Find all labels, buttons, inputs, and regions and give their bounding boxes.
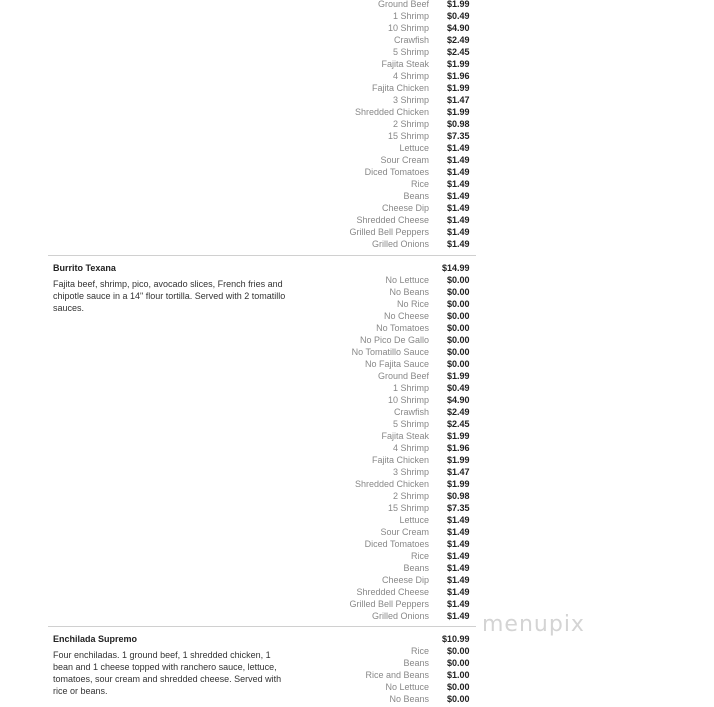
item-description: Four enchiladas. 1 ground beef, 1 shredded chicken, 1 bean and 1 cheese topped with ranchero sauce, lettuce, tomatoes, sour cream and shredded cheese. Served with rice or beans.: [53, 650, 282, 696]
option-price: $7.35: [447, 131, 470, 141]
option-label: Diced Tomatoes: [364, 539, 429, 549]
option-row[interactable]: [0, 669, 714, 681]
option-row[interactable]: [0, 274, 714, 286]
option-label: No Rice: [396, 299, 429, 309]
option-price: $1.99: [447, 479, 470, 489]
option-row[interactable]: [0, 526, 714, 538]
option-row[interactable]: [0, 310, 714, 322]
option-row[interactable]: [0, 166, 714, 178]
option-price: $1.49: [447, 239, 470, 249]
option-row[interactable]: [0, 358, 714, 370]
option-price: $1.47: [447, 95, 470, 105]
option-row[interactable]: [0, 514, 714, 526]
option-label: 2 Shrimp: [392, 119, 429, 129]
option-label: Fajita Steak: [381, 431, 429, 441]
option-label: No Tomatillo Sauce: [351, 347, 429, 357]
option-price: $1.99: [447, 107, 470, 117]
option-label: Crawfish: [393, 35, 429, 45]
option-price: $1.99: [447, 59, 470, 69]
option-price: $1.49: [447, 563, 470, 573]
option-price: $1.99: [447, 371, 470, 381]
option-row[interactable]: [0, 238, 714, 250]
option-price: $0.00: [447, 323, 470, 333]
option-row[interactable]: [0, 178, 714, 190]
option-label: Beans: [403, 658, 429, 668]
option-price: $4.90: [447, 23, 470, 33]
option-label: 5 Shrimp: [392, 47, 429, 57]
option-price: $2.45: [447, 47, 470, 57]
option-row[interactable]: [0, 346, 714, 358]
option-label: No Pico De Gallo: [359, 335, 429, 345]
option-price: $0.98: [447, 119, 470, 129]
option-price: $1.49: [447, 167, 470, 177]
option-row[interactable]: [0, 574, 714, 586]
item-description: Fajita beef, shrimp, pico, avocado slices, French fries and chipotle sauce in a 14" flour tortilla. Served with 2 tomatillo sauces.: [53, 279, 286, 313]
option-label: Fajita Steak: [381, 59, 429, 69]
burrito-options-list: [0, 274, 714, 622]
option-row[interactable]: [0, 538, 714, 550]
option-price: $0.00: [447, 646, 470, 656]
option-price: $1.49: [447, 551, 470, 561]
option-row[interactable]: [0, 598, 714, 610]
option-row[interactable]: [0, 214, 714, 226]
option-row[interactable]: [0, 430, 714, 442]
option-price: $1.49: [447, 539, 470, 549]
option-price: $1.99: [447, 0, 470, 9]
option-row[interactable]: [0, 298, 714, 310]
option-label: Grilled Onions: [371, 239, 429, 249]
option-label: Grilled Bell Peppers: [349, 227, 429, 237]
option-price: $0.00: [447, 275, 470, 285]
option-label: Beans: [403, 563, 429, 573]
option-label: No Cheese: [383, 311, 429, 321]
option-price: $0.98: [447, 491, 470, 501]
option-label: Shredded Cheese: [356, 215, 429, 225]
option-row[interactable]: [0, 382, 714, 394]
option-row[interactable]: [0, 645, 714, 657]
option-label: Rice: [410, 551, 429, 561]
option-label: 1 Shrimp: [392, 11, 429, 21]
option-label: 10 Shrimp: [387, 395, 429, 405]
option-row[interactable]: [0, 490, 714, 502]
option-price: $1.49: [447, 515, 470, 525]
option-row[interactable]: [0, 586, 714, 598]
option-label: Diced Tomatoes: [364, 167, 429, 177]
option-price: $0.00: [447, 359, 470, 369]
option-label: 1 Shrimp: [392, 383, 429, 393]
option-price: $1.99: [447, 83, 470, 93]
option-label: Rice: [410, 646, 429, 656]
option-label: Fajita Chicken: [371, 455, 429, 465]
option-label: Lettuce: [399, 143, 429, 153]
option-price: $1.49: [447, 575, 470, 585]
option-row[interactable]: [0, 442, 714, 454]
option-price: $1.49: [447, 143, 470, 153]
option-label: Rice and Beans: [365, 670, 429, 680]
option-price: $1.49: [447, 599, 470, 609]
option-label: No Fajita Sauce: [364, 359, 429, 369]
option-price: $1.49: [447, 191, 470, 201]
section-divider: [48, 626, 476, 627]
option-price: $2.49: [447, 407, 470, 417]
item-price: $10.99: [442, 634, 470, 644]
option-label: 5 Shrimp: [392, 419, 429, 429]
option-label: Shredded Chicken: [354, 479, 429, 489]
option-label: No Beans: [389, 694, 429, 704]
option-label: Cheese Dip: [381, 203, 429, 213]
option-price: $2.49: [447, 35, 470, 45]
option-row[interactable]: [0, 70, 714, 82]
option-row[interactable]: [0, 226, 714, 238]
option-price: $0.49: [447, 11, 470, 21]
option-price: $1.99: [447, 431, 470, 441]
option-row[interactable]: [0, 394, 714, 406]
option-label: No Beans: [389, 287, 429, 297]
option-price: $1.96: [447, 443, 470, 453]
option-label: No Tomatoes: [376, 323, 429, 333]
option-price: $1.99: [447, 455, 470, 465]
option-price: $1.49: [447, 215, 470, 225]
option-price: $1.49: [447, 179, 470, 189]
enchilada-options-list: [0, 645, 714, 705]
option-row[interactable]: [0, 502, 714, 514]
option-label: Grilled Onions: [371, 611, 429, 621]
option-label: 4 Shrimp: [392, 71, 429, 81]
option-price: $1.96: [447, 71, 470, 81]
option-row[interactable]: [0, 34, 714, 46]
option-row[interactable]: [0, 10, 714, 22]
option-row[interactable]: [0, 370, 714, 382]
option-price: $4.90: [447, 395, 470, 405]
option-row[interactable]: [0, 190, 714, 202]
option-label: Sour Cream: [380, 527, 429, 537]
option-row[interactable]: [0, 118, 714, 130]
option-price: $0.00: [447, 682, 470, 692]
option-row[interactable]: [0, 0, 714, 10]
option-price: $0.00: [447, 658, 470, 668]
option-price: $0.49: [447, 383, 470, 393]
option-row[interactable]: [0, 106, 714, 118]
option-label: Ground Beef: [377, 0, 429, 9]
option-label: 15 Shrimp: [387, 503, 429, 513]
option-label: Cheese Dip: [381, 575, 429, 585]
option-row[interactable]: [0, 286, 714, 298]
option-row[interactable]: [0, 418, 714, 430]
option-row[interactable]: [0, 22, 714, 34]
item-title: Enchilada Supremo: [53, 634, 138, 644]
option-label: Crawfish: [393, 407, 429, 417]
option-label: Beans: [403, 191, 429, 201]
option-label: Ground Beef: [377, 371, 429, 381]
option-row[interactable]: [0, 610, 714, 622]
option-row[interactable]: [0, 46, 714, 58]
option-row[interactable]: [0, 94, 714, 106]
option-row[interactable]: [0, 550, 714, 562]
option-row[interactable]: [0, 202, 714, 214]
section-divider: [48, 255, 476, 256]
option-row[interactable]: [0, 130, 714, 142]
option-label: 4 Shrimp: [392, 443, 429, 453]
option-row[interactable]: [0, 681, 714, 693]
option-row[interactable]: [0, 142, 714, 154]
option-price: $0.00: [447, 335, 470, 345]
top-options-list: [0, 0, 714, 250]
option-price: $1.49: [447, 611, 470, 621]
option-label: No Lettuce: [385, 275, 429, 285]
option-label: Fajita Chicken: [371, 83, 429, 93]
option-label: Grilled Bell Peppers: [349, 599, 429, 609]
option-price: $7.35: [447, 503, 470, 513]
option-row[interactable]: [0, 154, 714, 166]
option-label: Sour Cream: [380, 155, 429, 165]
option-price: $1.49: [447, 587, 470, 597]
option-row[interactable]: [0, 657, 714, 669]
option-row[interactable]: [0, 466, 714, 478]
option-price: $2.45: [447, 419, 470, 429]
option-price: $1.47: [447, 467, 470, 477]
option-row[interactable]: [0, 58, 714, 70]
option-row[interactable]: [0, 478, 714, 490]
option-row[interactable]: [0, 562, 714, 574]
option-price: $1.00: [447, 670, 470, 680]
option-label: No Lettuce: [385, 682, 429, 692]
option-label: 3 Shrimp: [392, 95, 429, 105]
option-price: $1.49: [447, 527, 470, 537]
option-label: Shredded Cheese: [356, 587, 429, 597]
option-price: $0.00: [447, 311, 470, 321]
option-label: 3 Shrimp: [392, 467, 429, 477]
option-label: 15 Shrimp: [387, 131, 429, 141]
option-row[interactable]: [0, 334, 714, 346]
option-price: $1.49: [447, 227, 470, 237]
item-title: Burrito Texana: [53, 263, 116, 273]
option-row[interactable]: [0, 322, 714, 334]
option-label: 10 Shrimp: [387, 23, 429, 33]
option-label: Rice: [410, 179, 429, 189]
option-row[interactable]: [0, 406, 714, 418]
option-row[interactable]: [0, 454, 714, 466]
option-price: $1.49: [447, 155, 470, 165]
option-price: $0.00: [447, 347, 470, 357]
option-label: Shredded Chicken: [354, 107, 429, 117]
option-price: $0.00: [447, 287, 470, 297]
option-price: $1.49: [447, 203, 470, 213]
option-row[interactable]: [0, 693, 714, 705]
item-price: $14.99: [442, 263, 470, 273]
menupix-watermark: menupix: [482, 612, 585, 637]
option-row[interactable]: [0, 82, 714, 94]
option-price: $0.00: [447, 694, 470, 704]
option-label: 2 Shrimp: [392, 491, 429, 501]
option-label: Lettuce: [399, 515, 429, 525]
option-price: $0.00: [447, 299, 470, 309]
